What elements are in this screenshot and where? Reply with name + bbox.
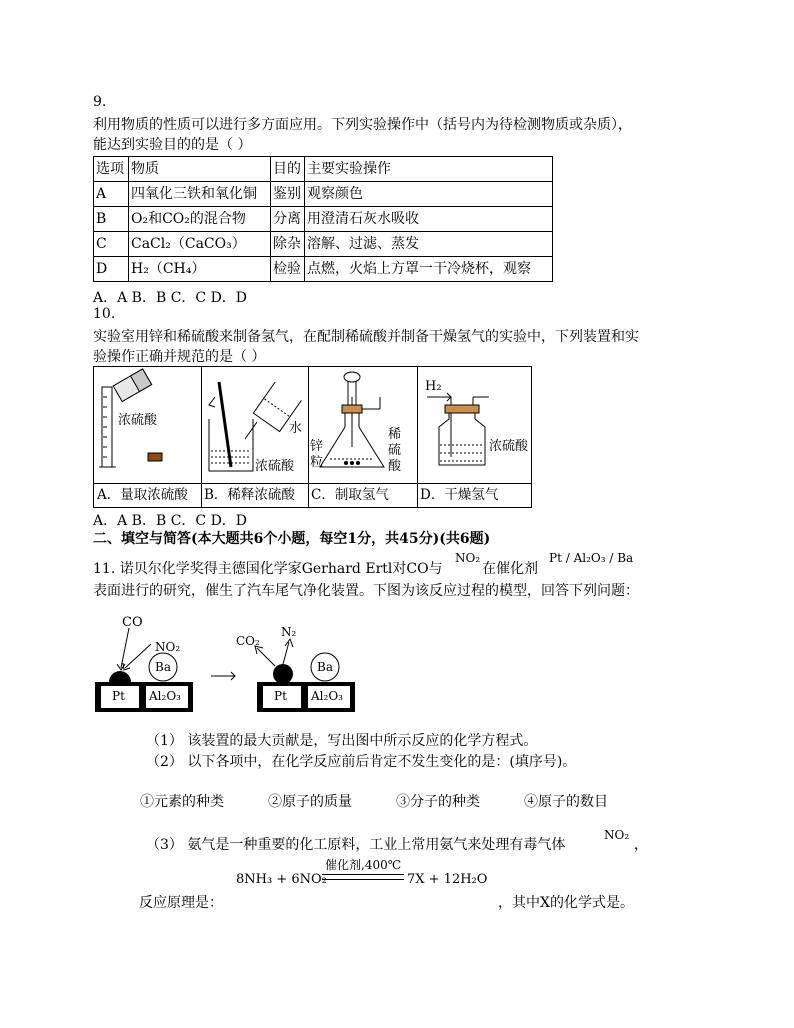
table-cell: C <box>94 232 129 257</box>
table-row <box>94 182 553 207</box>
label-al2o3-left: Al₂O₃ <box>149 689 181 703</box>
caption-d: D．干燥氢气 <box>417 483 531 507</box>
label-pt-right: Pt <box>274 689 287 703</box>
table-header-cell: 物质 <box>129 157 271 182</box>
caption-b: B．稀释浓硫酸 <box>201 483 308 507</box>
q10-apparatus-figure <box>93 366 532 508</box>
q11-option-3: ③分子的种类 <box>396 794 480 810</box>
table-row <box>94 232 553 257</box>
table-cell: 除杂 <box>271 232 305 257</box>
q11-sub1: （1） 该装置的最大贡献是，写出图中所示反应的化学方程式。 <box>146 733 538 749</box>
label-no2: NO₂ <box>155 640 181 654</box>
section-heading: 二、填空与简答(本大题共6个小题，每空1分，共45分)(共6题) <box>93 531 491 547</box>
table-cell: 检验 <box>271 257 305 282</box>
label-conc-acid: 浓硫酸 <box>255 459 295 474</box>
q11-option-4: ④原子的数目 <box>524 794 608 810</box>
q11-line1: 11. 诺贝尔化学奖得主德国化学家Gerhard Ertl对CO与 <box>93 561 443 577</box>
table-cell: 点燃，火焰上方罩一干冷烧杯，观察 <box>305 257 553 282</box>
table-header-cell: 目的 <box>271 157 305 182</box>
q11-sub2: （2） 以下各项中，在化学反应前后肯定不发生变化的是：(填序号)。 <box>146 754 577 770</box>
label-al2o3-right: Al₂O₃ <box>311 689 343 703</box>
q11-option-2: ②原子的质量 <box>268 794 352 810</box>
table-cell: A <box>94 182 129 207</box>
label-dilute-acid: 稀硫酸 <box>388 427 402 474</box>
table-header-cell: 主要实验操作 <box>305 157 553 182</box>
q11-sub3: （3） 氨气是一种重要的化工原料，工业上常用氨气来处理有毒气体 <box>146 837 566 853</box>
q9-options-table <box>93 156 553 282</box>
q10-answer-choices: A．A B．B C．C D．D <box>93 513 248 529</box>
label-co: CO <box>122 615 143 630</box>
q11-line2: 表面进行的研究，催生了汽车尾气净化装置。下图为该反应过程的模型，回答下列问题： <box>93 583 639 599</box>
equation-condition: 催化剂,400℃ <box>325 858 402 872</box>
equation-right: 7X + 12H₂O <box>407 872 488 887</box>
label-pt-left: Pt <box>112 689 125 703</box>
label-ba-left: Ba <box>155 660 171 674</box>
label-conc-acid: 浓硫酸 <box>489 439 529 454</box>
apparatus-b <box>201 367 309 507</box>
q11-catalyst-word: 在催化剂 <box>482 561 538 577</box>
apparatus-a <box>94 367 202 507</box>
q10-number: 10. <box>93 306 116 322</box>
q11-sub3-comma: ， <box>634 837 648 853</box>
table-cell: D <box>94 257 129 282</box>
label-h2: H₂ <box>425 379 442 394</box>
label-ba-right: Ba <box>317 660 333 674</box>
caption-a: A．量取浓硫酸 <box>94 483 201 507</box>
equation-double-line <box>322 874 404 880</box>
label-zinc: 锌粒 <box>310 439 324 470</box>
table-cell: 鉴别 <box>271 182 305 207</box>
apparatus-d <box>417 367 531 507</box>
label-water: 水 <box>289 421 303 436</box>
label-n2: N₂ <box>281 625 297 639</box>
q10-stem-line2: 验操作正确并规范的是（ ） <box>93 349 266 365</box>
caption-c: C．制取氢气 <box>308 483 417 507</box>
label-co2: CO₂ <box>236 634 260 648</box>
table-cell: 溶解、过滤、蒸发 <box>305 232 553 257</box>
table-row <box>94 257 553 282</box>
table-cell: B <box>94 207 129 232</box>
principle-label: 反应原理是： <box>139 895 223 911</box>
table-cell: 分离 <box>271 207 305 232</box>
table-cell: 观察颜色 <box>305 182 553 207</box>
table-cell: O₂和CO₂的混合物 <box>129 207 271 232</box>
q11-option-1: ①元素的种类 <box>140 794 224 810</box>
q9-stem-line2: 能达到实验目的的是（ ） <box>93 137 252 153</box>
q11-sub3-no2: NO₂ <box>604 828 630 842</box>
table-cell: 四氧化三铁和氧化铜 <box>129 182 271 207</box>
table-cell: H₂（CH₄） <box>129 257 271 282</box>
q9-stem-line1: 利用物质的性质可以进行多方面应用。下列实验操作中（括号内为待检测物质或杂质）， <box>93 117 632 133</box>
q11-no2: NO₂ <box>455 551 481 565</box>
q11-catalyst-formula: Pt / Al₂O₃ / Ba <box>549 551 634 565</box>
q9-number: 9. <box>93 94 107 110</box>
table-cell: CaCl₂（CaCO₃） <box>129 232 271 257</box>
table-header-row <box>94 157 553 182</box>
q11-reaction-model <box>93 612 363 716</box>
table-cell: 用澄清石灰水吸收 <box>305 207 553 232</box>
label-conc-acid: 浓硫酸 <box>118 413 158 428</box>
table-row <box>94 207 553 232</box>
principle-tail: ，其中X的化学式是。 <box>498 895 634 911</box>
apparatus-c <box>308 367 418 507</box>
table-header-cell: 选项 <box>94 157 129 182</box>
equation-left: 8NH₃ + 6NO₂ <box>236 872 327 887</box>
q9-answer-choices: A．A B．B C．C D．D <box>93 290 248 306</box>
q10-stem-line1: 实验室用锌和稀硫酸来制备氢气，在配制稀硫酸并制备干燥氢气的实验中，下列装置和实 <box>93 329 639 345</box>
